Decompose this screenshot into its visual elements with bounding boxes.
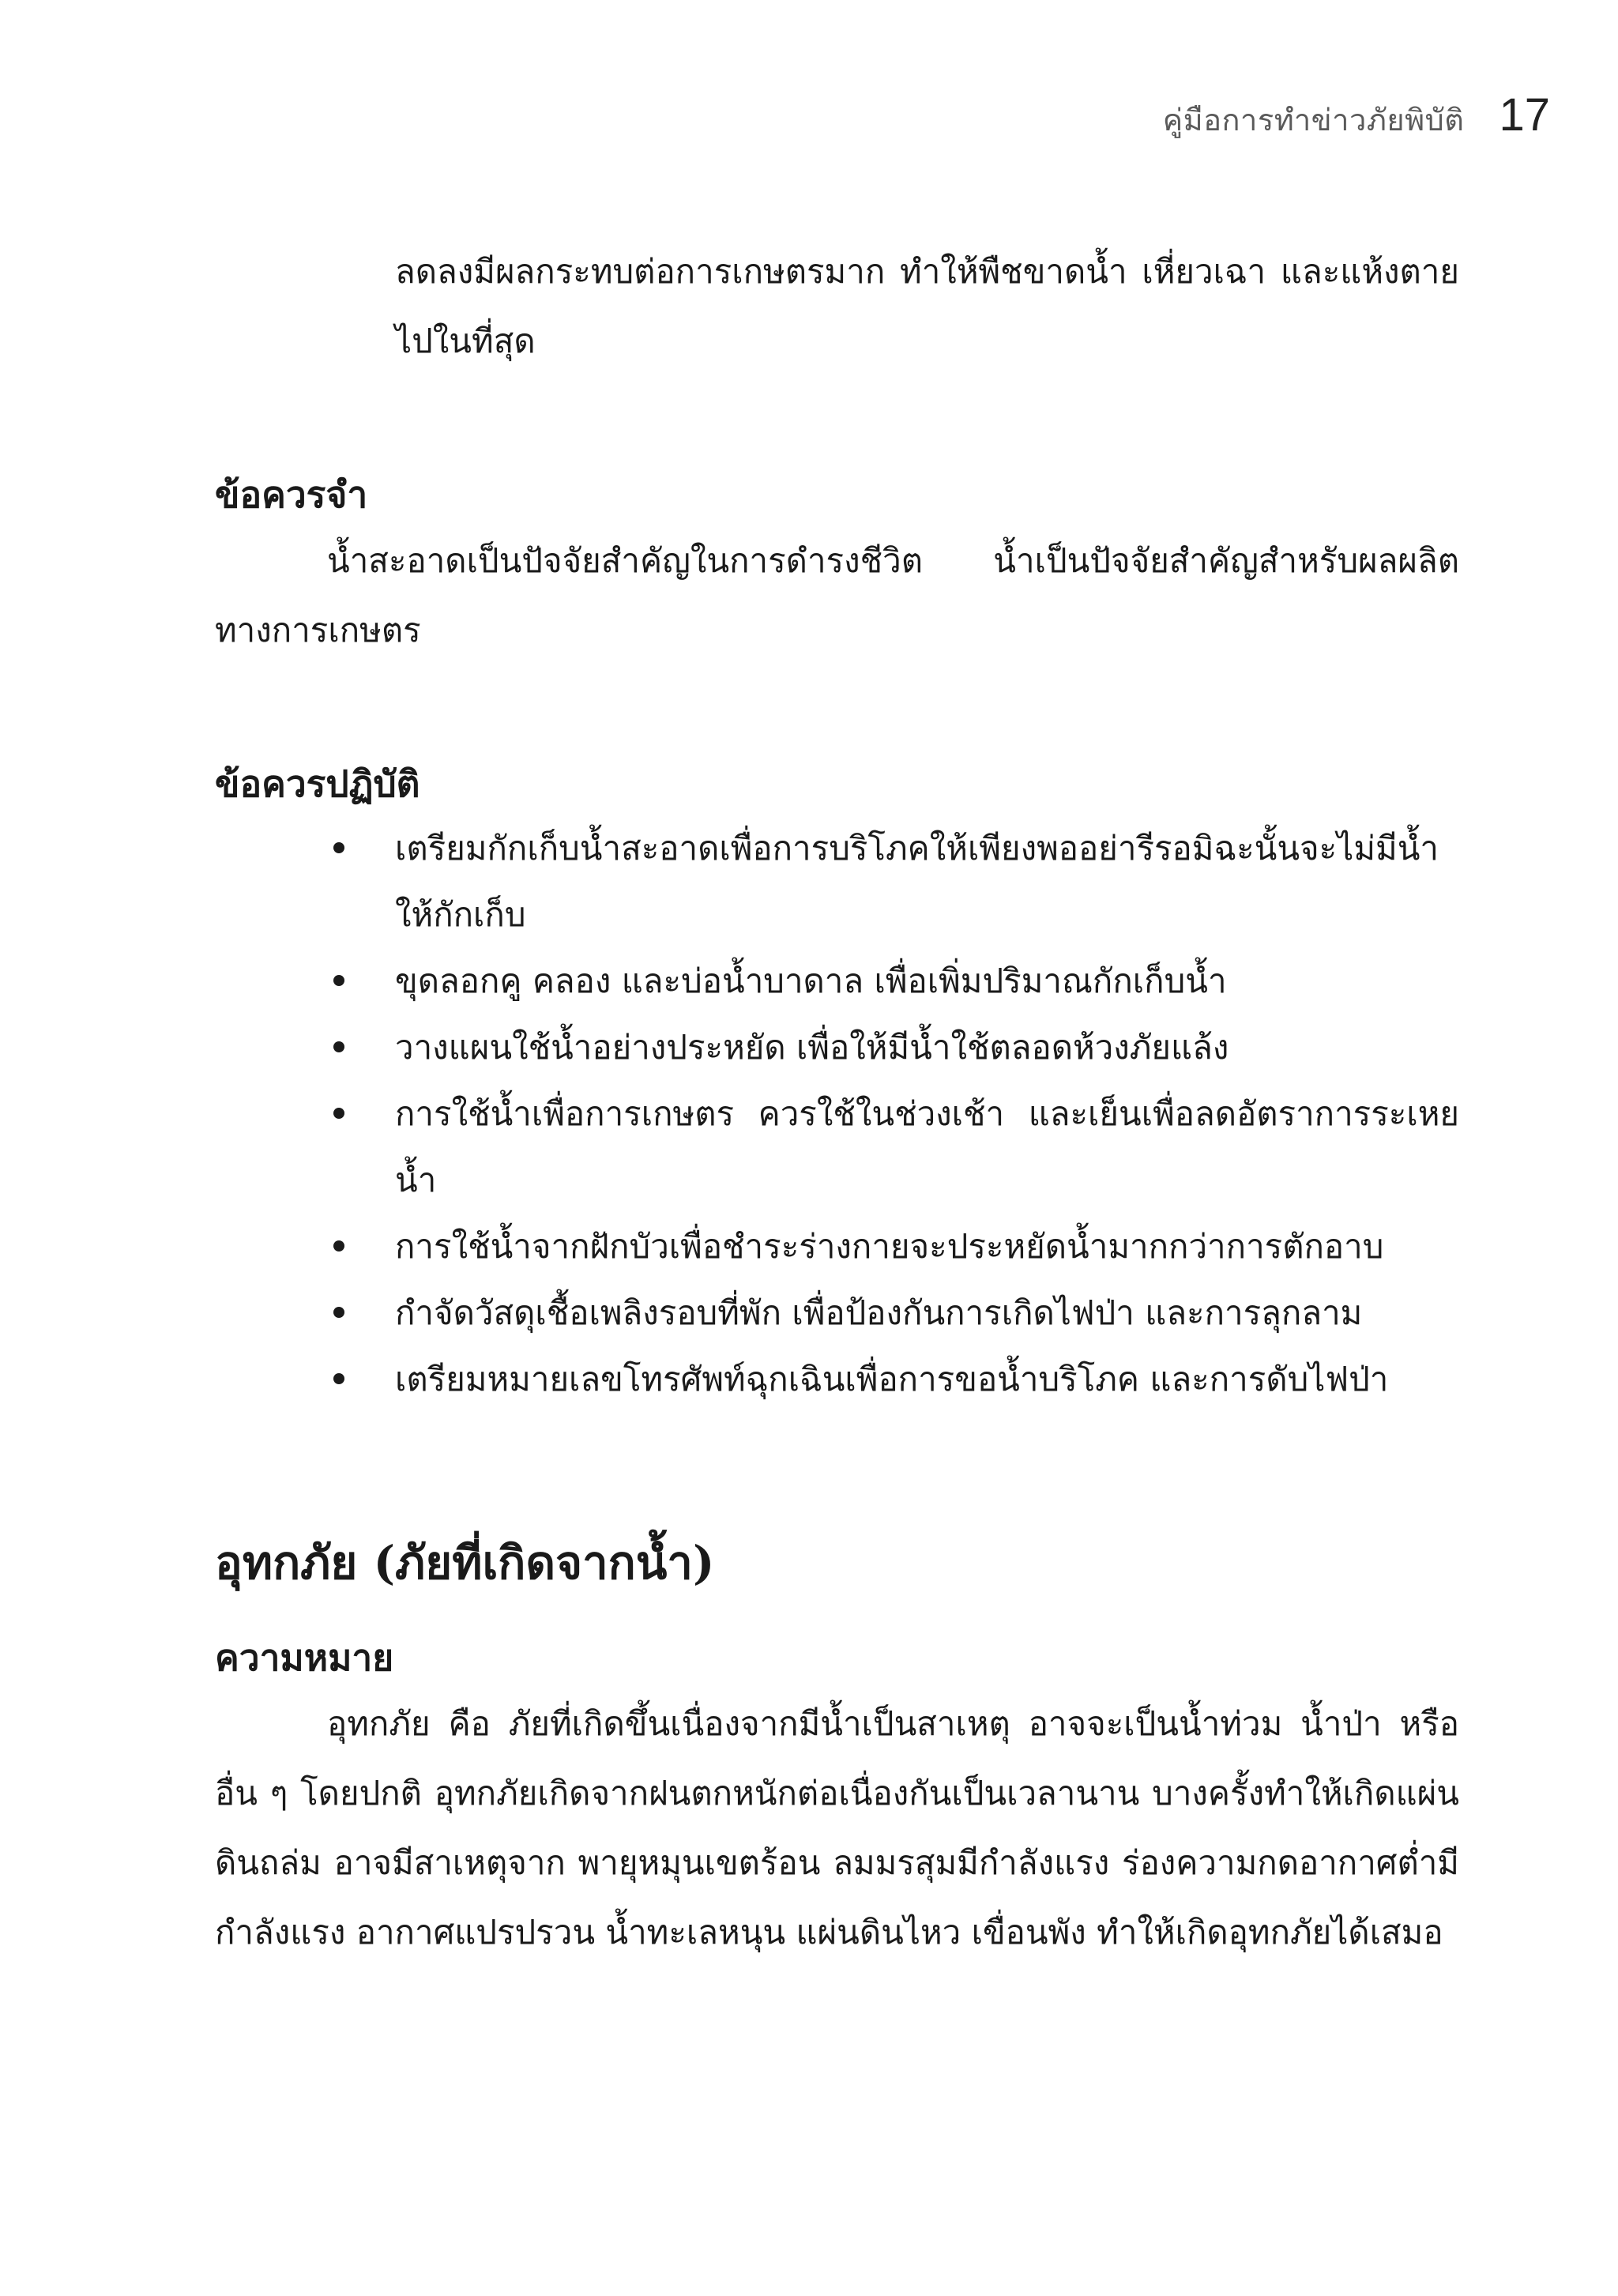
running-title: คู่มือการทำข่าวภัยพิบัติ — [1162, 103, 1465, 137]
meaning-paragraph: อุทกภัย คือ ภัยที่เกิดขึ้นเนื่องจากมีน้ำเป็นสาเหตุ อาจจะเป็นน้ำท่วม น้ำป่า หรืออื่น ๆ โดยปกติ อุทกภัยเกิดจากฝนตกหนักต่อเนื่องกันเป็นเวลานาน บางครั้งทำให้เกิดแผ่นดินถล่ม อาจมีสาเหตุจาก พายุหมุนเขตร้อน ลมมรสุมมีกำลังแรง ร่องความกดอากาศต่ำมีกำลังแรง อากาศแปรปรวน น้ำทะเลหนุน แผ่นดินไหว เขื่อนพัง ทำให้เกิดอุทกภัยได้เสมอ — [215, 1704, 1459, 1952]
practice-list — [215, 815, 1459, 1413]
bullet-icon — [333, 1240, 344, 1252]
bullet-icon — [333, 1108, 344, 1119]
remember-section — [215, 463, 1459, 665]
bullet-icon — [333, 1307, 344, 1318]
bullet-icon — [333, 1373, 344, 1384]
page-header — [1163, 88, 1550, 144]
flood-section — [215, 1523, 1459, 1967]
list-item — [215, 948, 1459, 1014]
bullet-icon — [333, 1041, 344, 1052]
flood-heading: อุทกภัย (ภัยที่เกิดจากน้ำ) — [215, 1536, 715, 1590]
practice-heading: ข้อควรปฏิบัติ — [215, 762, 420, 805]
list-item-text: การใช้น้ำเพื่อการเกษตร ควรใช้ในช่วงเช้า และเย็นเพื่อลดอัตราการระเหยน้ำ — [395, 1094, 1459, 1199]
list-item — [215, 1280, 1459, 1346]
remember-paragraph: น้ำสะอาดเป็นปัจจัยสำคัญในการดำรงชีวิต น้ำเป็นปัจจัยสำคัญสำหรับผลผลิตทางการเกษตร — [215, 541, 1459, 649]
list-item — [215, 1081, 1459, 1214]
list-item — [215, 1014, 1459, 1081]
bullet-icon — [333, 842, 344, 853]
remember-heading: ข้อควรจำ — [215, 473, 368, 516]
list-item-text: วางแผนใช้น้ำอย่างประหยัด เพื่อให้มีน้ำใช้ตลอดห้วงภัยแล้ง — [395, 1028, 1229, 1067]
page-number: 17 — [1499, 89, 1550, 141]
list-item — [215, 1346, 1459, 1413]
list-item-text: เตรียมกักเก็บน้ำสะอาดเพื่อการบริโภคให้เพียงพออย่ารีรอมิฉะนั้นจะไม่มีน้ำให้กักเก็บ — [395, 829, 1439, 934]
bullet-icon — [333, 975, 344, 986]
list-item — [215, 815, 1459, 948]
meaning-heading: ความหมาย — [215, 1636, 394, 1679]
list-item — [215, 1214, 1459, 1280]
list-item-text: กำจัดวัสดุเชื้อเพลิงรอบที่พัก เพื่อป้องกันการเกิดไฟป่า และการลุกลาม — [395, 1293, 1363, 1332]
page-body — [215, 237, 1459, 1967]
list-item-text: การใช้น้ำจากฝักบัวเพื่อชำระร่างกายจะประหยัดน้ำมากกว่าการตักอาบ — [395, 1227, 1384, 1266]
list-item-text: เตรียมหมายเลขโทรศัพท์ฉุกเฉินเพื่อการขอน้ำบริโภค และการดับไฟป่า — [395, 1360, 1389, 1398]
practice-section — [215, 752, 1459, 1413]
list-item-text: ขุดลอกคู คลอง และบ่อน้ำบาดาล เพื่อเพิ่มปริมาณกักเก็บน้ำ — [395, 962, 1227, 1000]
continued-paragraph: ลดลงมีผลกระทบต่อการเกษตรมาก ทำให้พืชขาดน้ำ เหี่ยวเฉา และแห้งตายไปในที่สุด — [395, 252, 1459, 360]
